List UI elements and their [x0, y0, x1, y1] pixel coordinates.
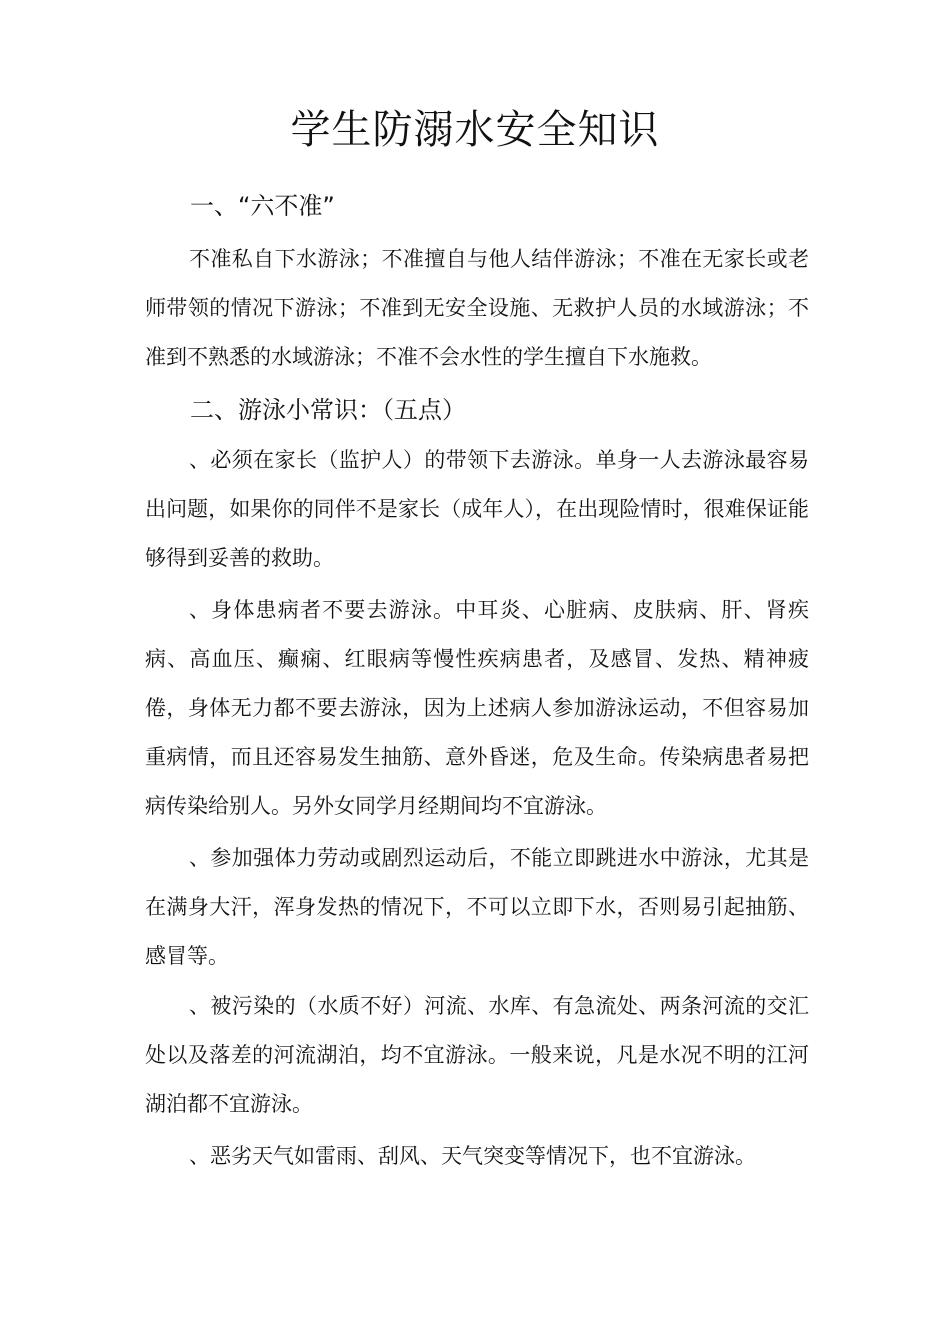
- section-heading-six-prohibitions: 一、“六不准”: [190, 192, 335, 220]
- swimming-tip-item: 、必须在家长（监护人）的带领下去游泳。单身一人去游泳最容易出问题，如果你的同伴不是家长（成年人），在出现险情时，很难保证能够得到妥善的救助。: [145, 448, 809, 570]
- swimming-tip-item: 、参加强体力劳动或剧烈运动后，不能立即跳进水中游泳，尤其是在满身大汗，浑身发热的情况下，不可以立即下水，否则易引起抽筋、感冒等。: [145, 846, 809, 968]
- document-title: 学生防溺水安全知识: [290, 107, 660, 153]
- six-prohibitions-paragraph: 不准私自下水游泳；不准擅自与他人结伴游泳；不准在无家长或老师带领的情况下游泳；不准到无安全设施、无救护人员的水域游泳；不准到不熟悉的水域游泳；不准不会水性的学生擅自下水施救。: [145, 247, 809, 369]
- swimming-tip-item: 、身体患病者不要去游泳。中耳炎、心脏病、皮肤病、肝、肾疾病、高血压、癫痫、红眼病等慢性疾病患者，及感冒、发热、精神疲倦，身体无力都不要去游泳，因为上述病人参加游泳运动，不但容易加重病情，而且还容易发生抽筋、意外昏迷，危及生命。传染病患者易把病传染给别人。另外女同学月经期间均不宜游泳。: [145, 598, 809, 818]
- section-heading-swimming-tips: 二、游泳小常识：（五点）: [190, 396, 466, 424]
- swimming-tip-item: 、恶劣天气如雷雨、刮风、天气突变等情况下，也不宜游泳。: [189, 1144, 756, 1168]
- swimming-tip-item: 、被污染的（水质不好）河流、水库、有急流处、两条河流的交汇处以及落差的河流湖泊，均不宜游泳。一般来说，凡是水况不明的江河湖泊都不宜游泳。: [145, 994, 809, 1116]
